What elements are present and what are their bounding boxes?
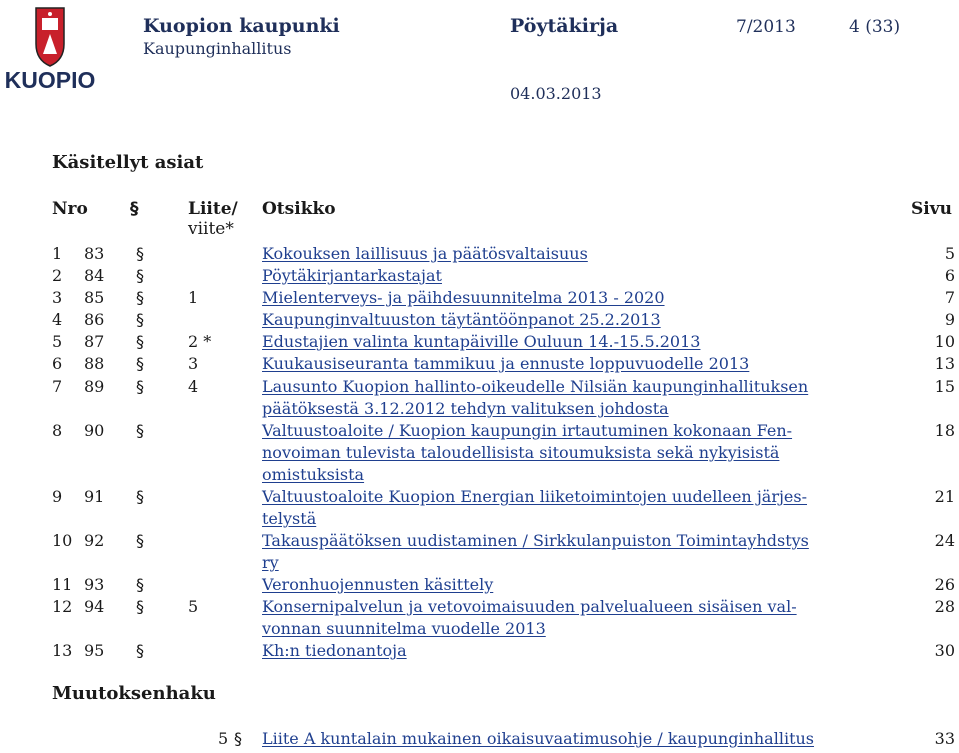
section-sign: § (136, 266, 144, 285)
section-sign: § (136, 641, 144, 660)
item-title-link[interactable]: Veronhuojennusten käsittely (262, 575, 494, 594)
item-page: 21 (934, 487, 955, 506)
amendment-title: Muutoksenhaku (52, 683, 216, 704)
item-title-link[interactable]: Pöytäkirjantarkastajat (262, 266, 442, 285)
item-section-number: 94 (84, 597, 105, 616)
item-page: 9 (944, 310, 955, 329)
col-viite: viite* (188, 219, 234, 239)
item-section-number: 93 (84, 575, 105, 594)
section-sign: § (136, 288, 144, 307)
item-attachment: 1 (188, 288, 199, 307)
logo-text: KUOPIO (4, 67, 96, 93)
item-page: 18 (934, 421, 955, 440)
section-sign: § (136, 354, 144, 373)
item-nro: 7 (52, 377, 63, 396)
doc-number: 7/2013 (736, 17, 796, 37)
col-section-sign: § (130, 199, 139, 219)
item-title-link[interactable]: Kokouksen laillisuus ja päätösvaltaisuus (262, 244, 588, 263)
item-title-link[interactable]: Takauspäätöksen uudistaminen / Sirkkulanpuiston Toimintayhdstys (262, 531, 809, 550)
item-title-link[interactable]: Kaupunginvaltuuston täytäntöönpanot 25.2.2013 (262, 310, 661, 329)
item-title-link[interactable]: Kuukausiseuranta tammikuu ja ennuste loppuvuodelle 2013 (262, 354, 750, 373)
col-liite: Liite/ (188, 199, 238, 219)
item-attachment: 3 (188, 354, 199, 373)
section-sign: § (136, 487, 144, 506)
item-section-number: 95 (84, 641, 105, 660)
item-nro: 5 (52, 332, 63, 351)
amendment-num: 5 (218, 729, 229, 748)
section-sign: § (136, 575, 144, 594)
item-title-link[interactable]: Mielenterveys- ja päihdesuunnitelma 2013 - 2020 (262, 288, 665, 307)
item-section-number: 89 (84, 377, 105, 396)
item-title-link[interactable]: Valtuustoaloite Kuopion Energian liiketoimintojen uudelleen järjes- (262, 487, 808, 506)
doc-type: Pöytäkirja (510, 15, 619, 37)
item-section-number: 92 (84, 531, 105, 550)
amendment-link[interactable]: Liite A kuntalain mukainen oikaisuvaatimusohje / kaupunginhallitus (262, 729, 815, 748)
item-page: 30 (934, 641, 955, 660)
item-section-number: 87 (84, 332, 105, 351)
section-sign: § (136, 310, 144, 329)
item-nro: 9 (52, 487, 63, 506)
item-title-link[interactable]: omistuksista (262, 465, 365, 484)
amendment-section-sign: § (234, 729, 242, 748)
item-section-number: 86 (84, 310, 105, 329)
item-attachment: 4 (188, 377, 199, 396)
item-nro: 6 (52, 354, 63, 373)
section-sign: § (136, 597, 144, 616)
item-title-link[interactable]: Valtuustoaloite / Kuopion kaupungin irtautuminen kokonaan Fen- (262, 421, 793, 440)
item-nro: 3 (52, 288, 63, 307)
coat-of-arms-icon (36, 8, 64, 66)
section-title: Käsitellyt asiat (52, 152, 204, 173)
item-section-number: 85 (84, 288, 105, 307)
item-title-link[interactable]: Konsernipalvelun ja vetovoimaisuuden palvelualueen sisäisen val- (262, 597, 797, 616)
amendment-page: 33 (934, 729, 955, 748)
item-page: 24 (934, 531, 955, 550)
item-attachment: 2 * (188, 332, 212, 351)
section-sign: § (136, 377, 144, 396)
item-page: 13 (934, 354, 955, 373)
item-page: 7 (944, 288, 955, 307)
item-page: 26 (934, 575, 955, 594)
item-title-link[interactable]: Lausunto Kuopion hallinto-oikeudelle Nilsiän kaupunginhallituksen (262, 377, 809, 396)
item-nro: 1 (52, 244, 63, 263)
item-page: 28 (934, 597, 955, 616)
item-section-number: 90 (84, 421, 105, 440)
item-section-number: 88 (84, 354, 105, 373)
item-page: 10 (934, 332, 955, 351)
section-sign: § (136, 244, 144, 263)
item-page: 5 (944, 244, 955, 263)
item-attachment: 5 (188, 597, 199, 616)
item-nro: 8 (52, 421, 63, 440)
item-title-link[interactable]: novoiman tulevista taloudellisista sitoumuksista sekä nykyisistä (262, 443, 780, 462)
meeting-date: 04.03.2013 (510, 84, 602, 103)
item-title-link[interactable]: Edustajien valinta kuntapäiville Ouluun 14.-15.5.2013 (262, 332, 701, 351)
item-section-number: 84 (84, 266, 105, 285)
col-sivu: Sivu (911, 199, 952, 219)
org-name: Kuopion kaupunki (143, 15, 340, 37)
item-title-link[interactable]: telystä (262, 509, 317, 528)
section-sign: § (136, 531, 144, 550)
item-title-link[interactable]: ry (262, 553, 279, 572)
item-title-link[interactable]: päätöksestä 3.12.2012 tehdyn valituksen johdosta (262, 399, 669, 418)
col-otsikko: Otsikko (262, 199, 336, 219)
section-sign: § (136, 332, 144, 351)
col-nro: Nro (52, 199, 88, 219)
governing-body: Kaupunginhallitus (143, 39, 292, 58)
item-nro: 12 (52, 597, 73, 616)
item-nro: 11 (52, 575, 73, 594)
item-nro: 4 (52, 310, 63, 329)
item-title-link[interactable]: vonnan suunnitelma vuodelle 2013 (262, 619, 546, 638)
item-title-link[interactable]: Kh:n tiedonantoja (262, 641, 407, 660)
kuopio-logo (2, 4, 98, 94)
page-count: 4 (33) (849, 17, 901, 37)
item-nro: 10 (52, 531, 73, 550)
section-sign: § (136, 421, 144, 440)
item-section-number: 91 (84, 487, 105, 506)
item-nro: 2 (52, 266, 63, 285)
item-section-number: 83 (84, 244, 105, 263)
item-page: 15 (934, 377, 955, 396)
item-nro: 13 (52, 641, 73, 660)
item-page: 6 (944, 266, 955, 285)
